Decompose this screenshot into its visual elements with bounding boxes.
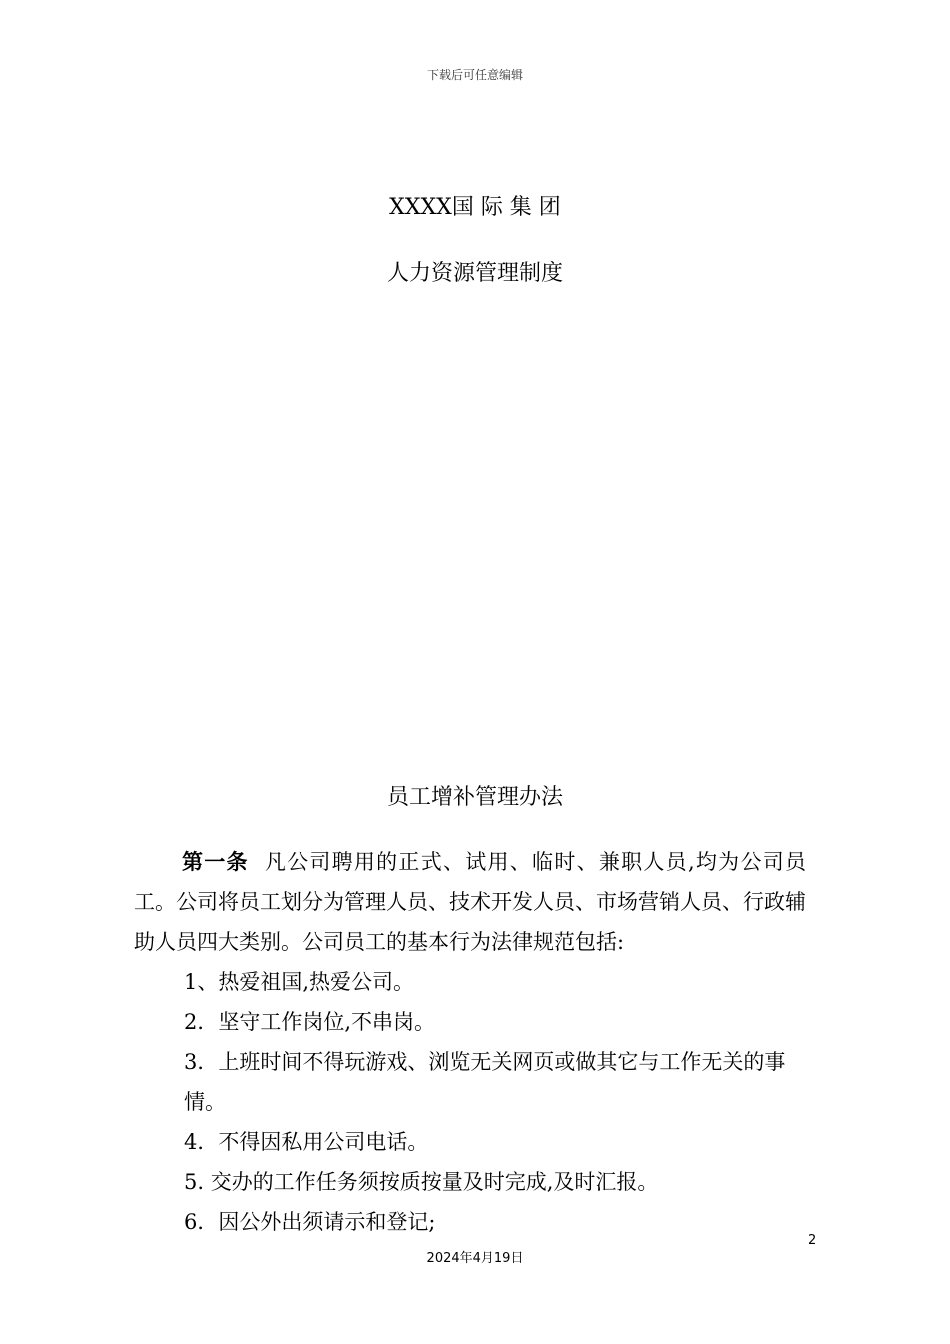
page-number: 2 xyxy=(808,1233,817,1248)
article-text: 凡公司聘用的正式、试用、临时、兼职人员,均为公司员工。公司将员工划分为管理人员、技术开发人员、市场营销人员、行政辅助人员四大类别。公司员工的基本行为法律规范包括: xyxy=(134,850,806,954)
company-name: XXXX国 际 集 团 xyxy=(389,195,561,220)
footer-date: 2024年4月19日 xyxy=(426,1251,524,1266)
list-item: 4．不得因私用公司电话。 xyxy=(184,1130,429,1154)
rules-list xyxy=(134,962,806,1242)
document-title: 人力资源管理制度 xyxy=(386,261,563,286)
list-item: 6．因公外出须请示和登记; xyxy=(184,1210,436,1234)
article-label: 第一条 xyxy=(182,850,249,874)
article-paragraph xyxy=(134,842,806,962)
list-item: 1、热爱祖国,热爱公司。 xyxy=(184,970,415,994)
document-body xyxy=(134,842,806,1242)
header-note: 下载后可任意编辑 xyxy=(426,68,523,82)
list-item: 3．上班时间不得玩游戏、浏览无关网页或做其它与工作无关的事情。 xyxy=(184,1050,786,1114)
list-item: 5. 交办的工作任务须按质按量及时完成,及时汇报。 xyxy=(184,1170,659,1194)
list-item: 2．坚守工作岗位,不串岗。 xyxy=(184,1010,436,1034)
section-title: 员工增补管理办法 xyxy=(386,785,563,810)
